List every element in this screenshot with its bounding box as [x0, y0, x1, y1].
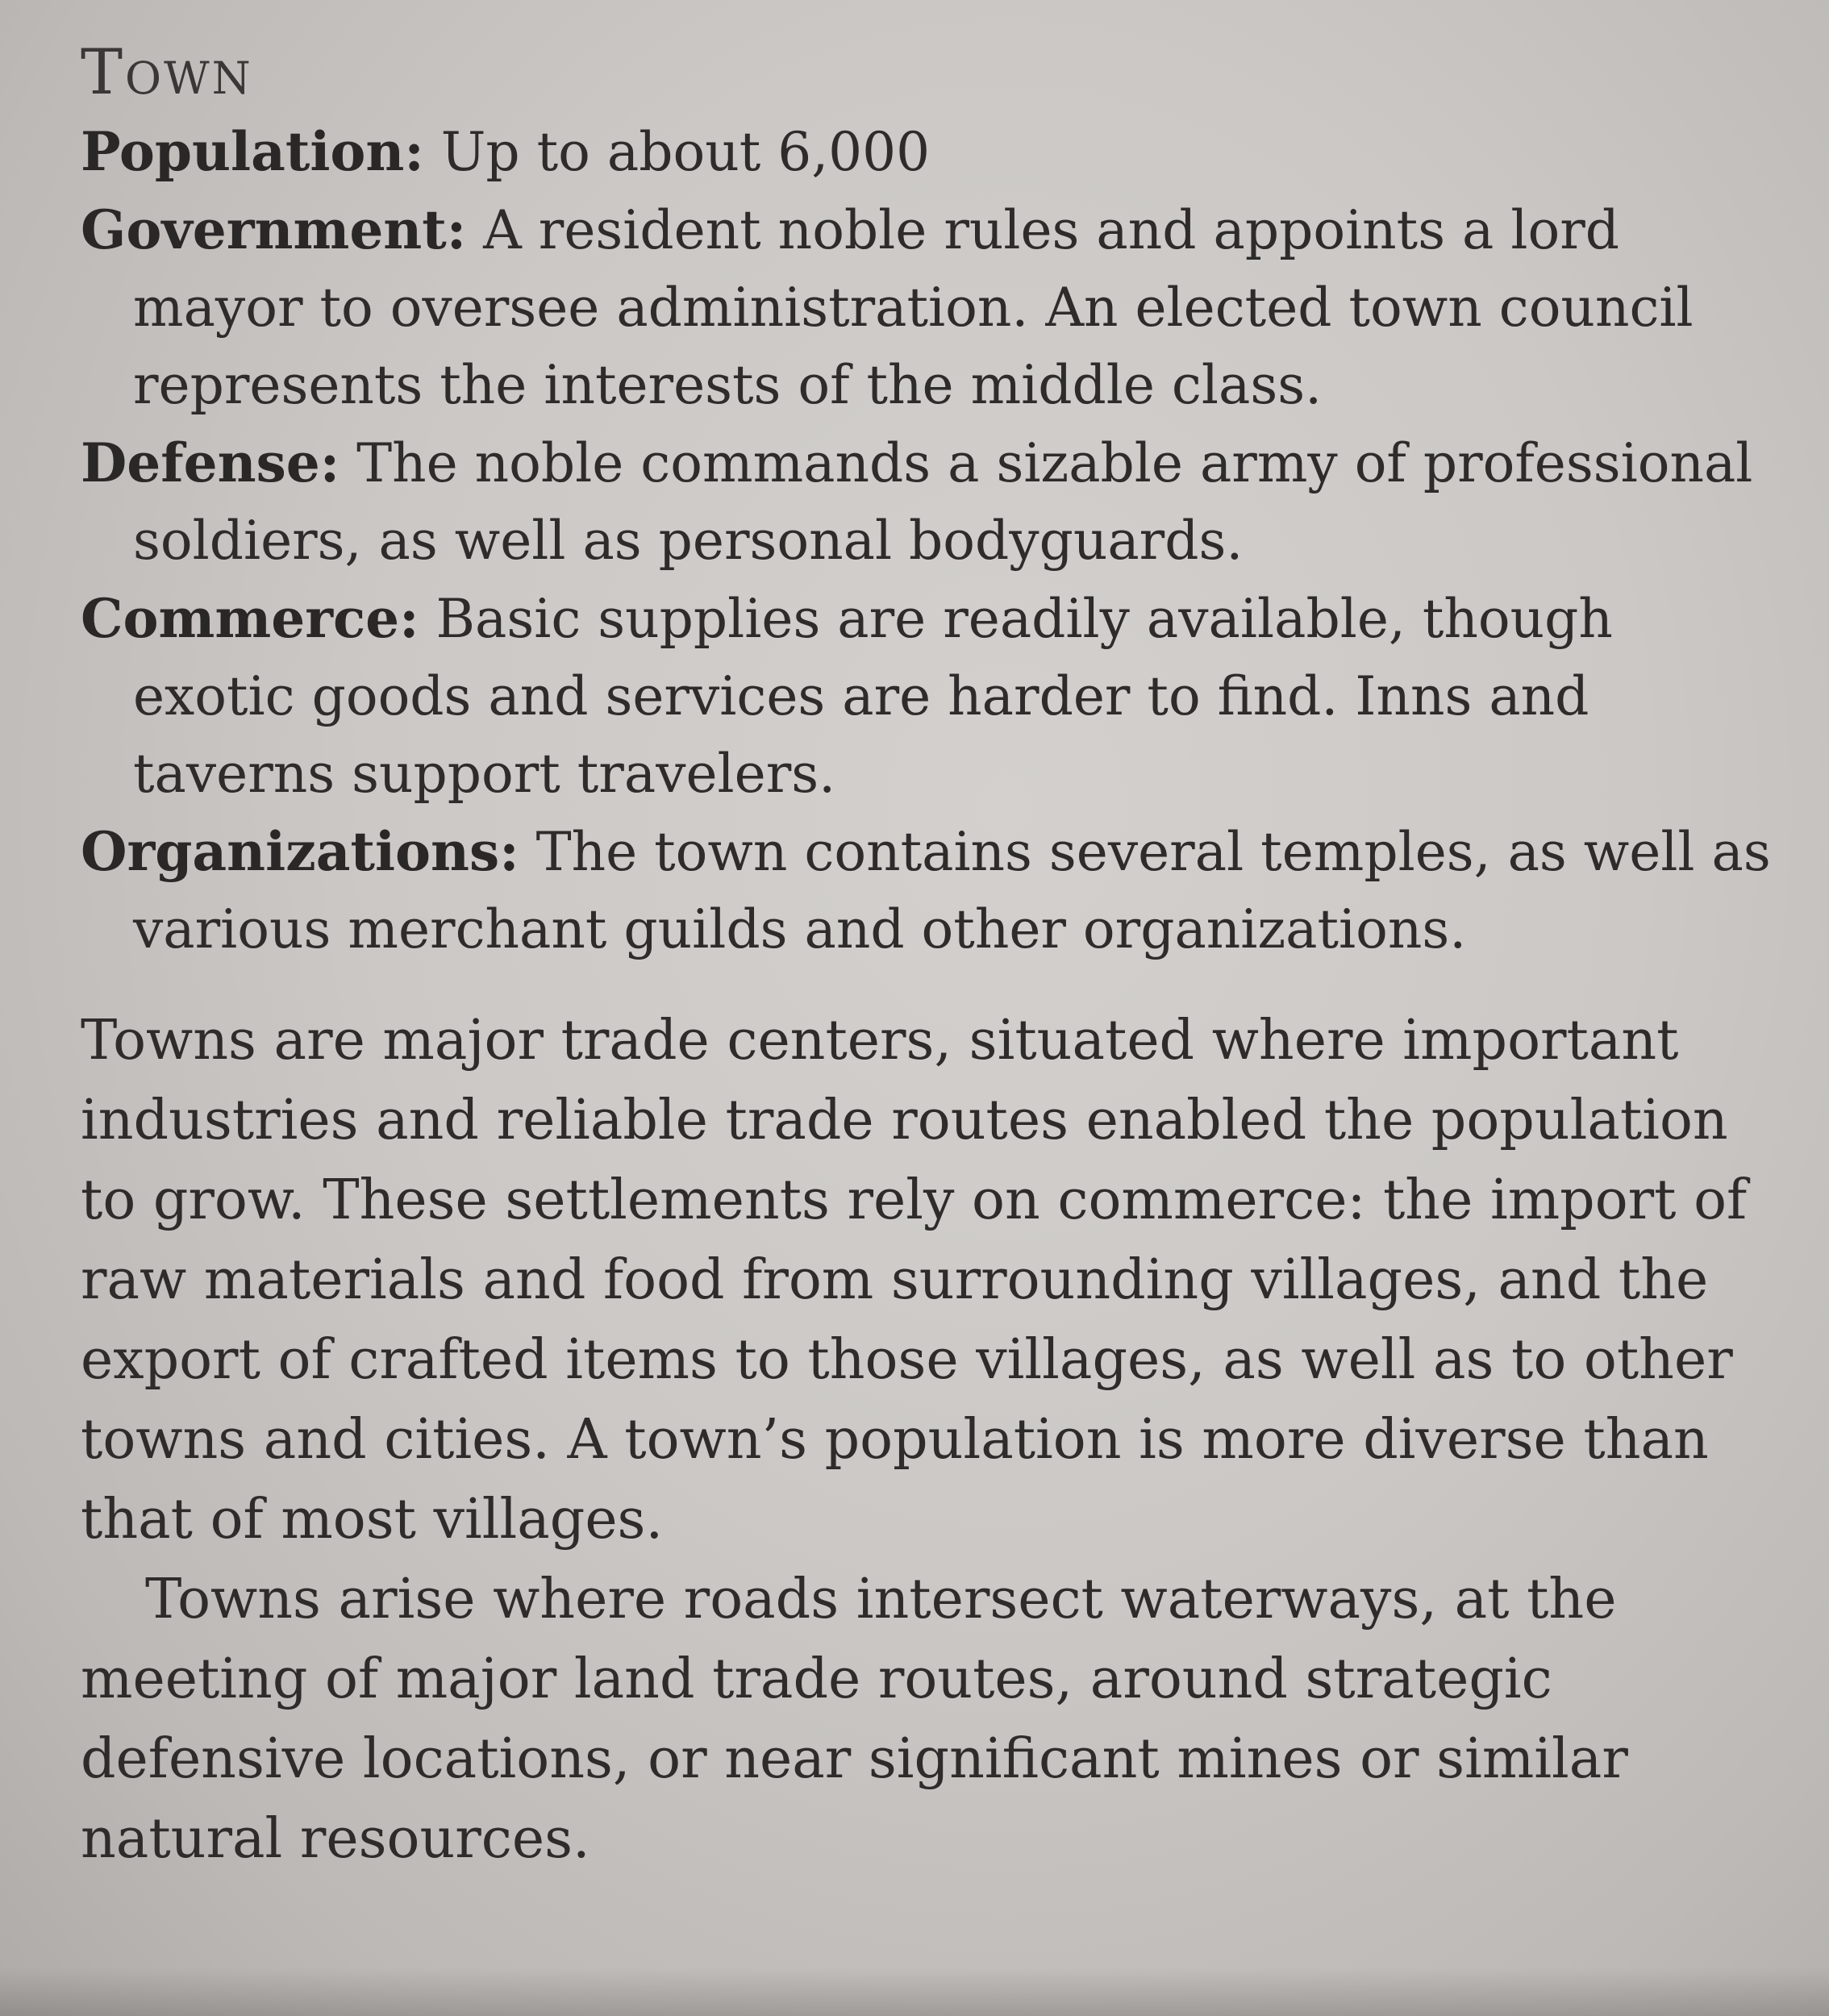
stat-label: Population: — [81, 120, 424, 183]
paragraph: Towns arise where roads intersect waterways, at the meeting of major land trade routes, around strategic defensive locations, or near significant mines or similar natural resources. — [81, 1568, 1628, 1871]
stat-text: Basic supplies are readily available, though exotic goods and services are harder to find. Inns and taverns support travelers. — [133, 588, 1613, 805]
stat-organizations — [81, 813, 1782, 968]
body-text — [81, 1001, 1782, 1879]
stat-text: The town contains several temples, as well as various merchant guilds and other organizations. — [133, 821, 1771, 960]
stat-label: Defense: — [81, 431, 340, 494]
stat-text: The noble commands a sizable army of professional soldiers, as well as personal bodyguards. — [133, 432, 1753, 572]
stat-government — [81, 191, 1782, 424]
stat-block — [81, 113, 1782, 968]
stat-label: Commerce: — [81, 587, 419, 650]
stat-text: Up to about 6,000 — [440, 121, 931, 183]
page-content — [81, 32, 1782, 1879]
stat-population — [81, 113, 1782, 191]
paragraph: Towns are major trade centers, situated where important industries and reliable trade routes enabled the population to grow. These settlements rely on commerce: the import of raw materials and food from surrounding villages, and the export of crafted items to those villages, as well as to other towns and cities. A town’s population is more diverse than that of most villages. — [81, 1009, 1748, 1552]
stat-label: Government: — [81, 198, 467, 261]
stat-commerce — [81, 580, 1782, 813]
stat-label: Organizations: — [81, 820, 519, 883]
stat-defense — [81, 424, 1782, 580]
stat-text: A resident noble rules and appoints a lord mayor to oversee administration. An elected town council represents the interests of the middle class. — [133, 199, 1694, 416]
page-shadow — [0, 1968, 1829, 2016]
section-heading: Town — [81, 36, 253, 109]
